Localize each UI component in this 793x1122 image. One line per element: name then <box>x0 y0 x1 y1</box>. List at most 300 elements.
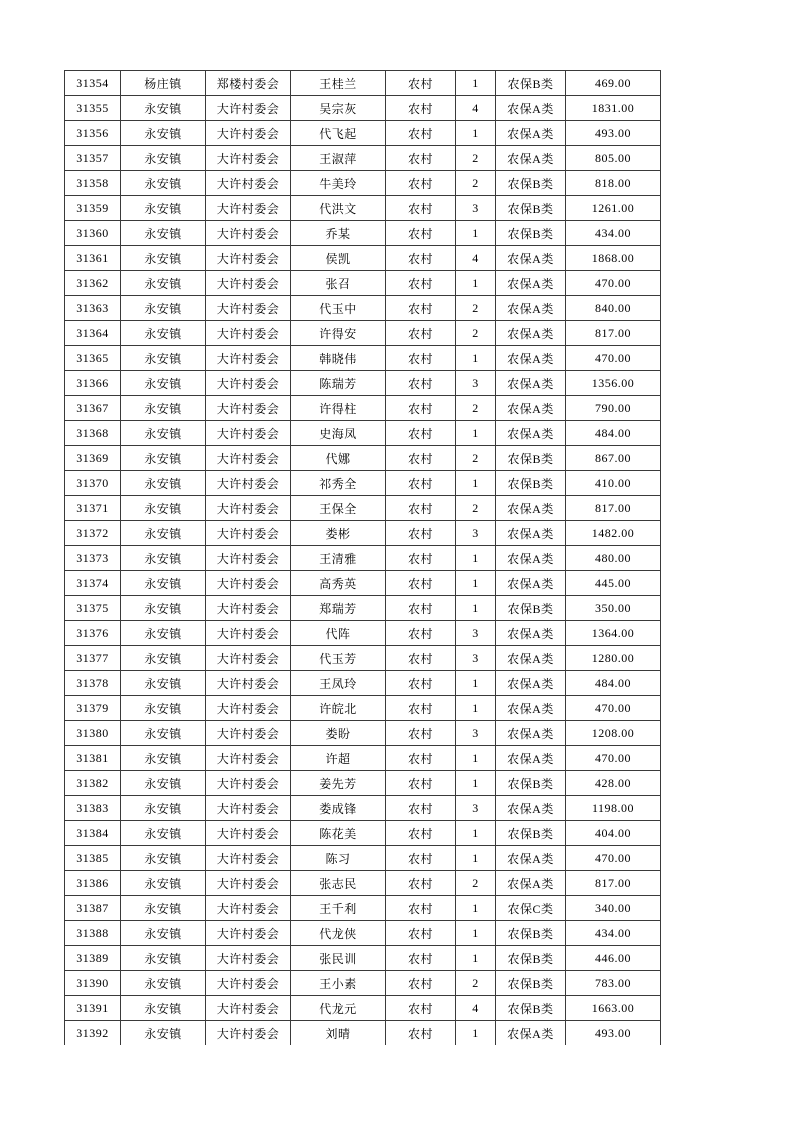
table-cell: 31382 <box>65 771 121 796</box>
table-cell: 大许村委会 <box>206 696 291 721</box>
table-cell: 农村 <box>386 996 456 1021</box>
table-cell: 农村 <box>386 196 456 221</box>
table-cell: 娄彬 <box>291 521 386 546</box>
table-cell: 王凤玲 <box>291 671 386 696</box>
table-cell: 永安镇 <box>121 371 206 396</box>
table-row <box>65 621 661 646</box>
table-cell: 农村 <box>386 546 456 571</box>
table-row <box>65 421 661 446</box>
table-cell: 农村 <box>386 921 456 946</box>
table-cell: 农村 <box>386 946 456 971</box>
table-cell: 农村 <box>386 171 456 196</box>
table-cell: 农村 <box>386 71 456 96</box>
table-cell: 农村 <box>386 521 456 546</box>
table-cell: 农村 <box>386 421 456 446</box>
table-cell: 大许村委会 <box>206 421 291 446</box>
table-cell: 许皖北 <box>291 696 386 721</box>
table-cell: 大许村委会 <box>206 296 291 321</box>
table-cell: 480.00 <box>566 546 661 571</box>
table-cell: 大许村委会 <box>206 396 291 421</box>
table-cell: 817.00 <box>566 871 661 896</box>
table-row <box>65 721 661 746</box>
table-cell: 农保A类 <box>496 546 566 571</box>
benefit-roster-table <box>64 70 661 1045</box>
table-cell: 1 <box>456 671 496 696</box>
table-cell: 1 <box>456 746 496 771</box>
table-cell: 姜先芳 <box>291 771 386 796</box>
table-row <box>65 171 661 196</box>
table-cell: 31391 <box>65 996 121 1021</box>
table-cell: 大许村委会 <box>206 621 291 646</box>
table-cell: 493.00 <box>566 121 661 146</box>
table-cell: 1663.00 <box>566 996 661 1021</box>
table-cell: 农保C类 <box>496 896 566 921</box>
table-cell: 31358 <box>65 171 121 196</box>
table-cell: 2 <box>456 171 496 196</box>
table-cell: 永安镇 <box>121 196 206 221</box>
table-cell: 郑瑞芳 <box>291 596 386 621</box>
table-cell: 31387 <box>65 896 121 921</box>
table-cell: 4 <box>456 996 496 1021</box>
table-row <box>65 221 661 246</box>
table-cell: 31354 <box>65 71 121 96</box>
table-cell: 代龙侠 <box>291 921 386 946</box>
table-cell: 韩晓伟 <box>291 346 386 371</box>
table-cell: 农村 <box>386 596 456 621</box>
table-cell: 31377 <box>65 646 121 671</box>
table-cell: 大许村委会 <box>206 171 291 196</box>
table-cell: 1 <box>456 771 496 796</box>
table-row <box>65 546 661 571</box>
table-cell: 大许村委会 <box>206 821 291 846</box>
table-cell: 31357 <box>65 146 121 171</box>
table-cell: 2 <box>456 496 496 521</box>
table-cell: 31365 <box>65 346 121 371</box>
table-cell: 农保A类 <box>496 246 566 271</box>
table-cell: 493.00 <box>566 1021 661 1046</box>
table-cell: 4 <box>456 246 496 271</box>
table-row <box>65 446 661 471</box>
table-cell: 王小素 <box>291 971 386 996</box>
table-cell: 陈习 <box>291 846 386 871</box>
table-cell: 代龙元 <box>291 996 386 1021</box>
table-body <box>65 71 661 1046</box>
table-cell: 大许村委会 <box>206 246 291 271</box>
table-cell: 农保B类 <box>496 446 566 471</box>
table-cell: 31370 <box>65 471 121 496</box>
table-cell: 大许村委会 <box>206 971 291 996</box>
table-row <box>65 1021 661 1046</box>
table-cell: 1198.00 <box>566 796 661 821</box>
table-cell: 2 <box>456 146 496 171</box>
table-cell: 1364.00 <box>566 621 661 646</box>
table-cell: 410.00 <box>566 471 661 496</box>
table-cell: 农村 <box>386 396 456 421</box>
table-cell: 大许村委会 <box>206 221 291 246</box>
table-cell: 大许村委会 <box>206 746 291 771</box>
table-cell: 永安镇 <box>121 396 206 421</box>
table-cell: 1 <box>456 546 496 571</box>
table-row <box>65 946 661 971</box>
table-cell: 1 <box>456 346 496 371</box>
table-cell: 农保A类 <box>496 296 566 321</box>
table-row <box>65 146 661 171</box>
table-cell: 农村 <box>386 496 456 521</box>
table-cell: 代阵 <box>291 621 386 646</box>
table-cell: 永安镇 <box>121 246 206 271</box>
table-cell: 农保A类 <box>496 421 566 446</box>
table-row <box>65 196 661 221</box>
table-cell: 1356.00 <box>566 371 661 396</box>
table-cell: 2 <box>456 296 496 321</box>
table-cell: 永安镇 <box>121 521 206 546</box>
table-cell: 农保B类 <box>496 196 566 221</box>
table-cell: 农村 <box>386 346 456 371</box>
table-cell: 农保A类 <box>496 321 566 346</box>
table-cell: 王淑萍 <box>291 146 386 171</box>
table-cell: 农村 <box>386 696 456 721</box>
table-row <box>65 771 661 796</box>
table-cell: 3 <box>456 646 496 671</box>
table-cell: 农村 <box>386 146 456 171</box>
table-cell: 1 <box>456 1021 496 1046</box>
table-cell: 783.00 <box>566 971 661 996</box>
table-cell: 农保A类 <box>496 696 566 721</box>
table-cell: 1 <box>456 421 496 446</box>
table-cell: 农保B类 <box>496 971 566 996</box>
table-row <box>65 921 661 946</box>
table-cell: 31372 <box>65 521 121 546</box>
table-cell: 840.00 <box>566 296 661 321</box>
table-cell: 陈瑞芳 <box>291 371 386 396</box>
table-cell: 农村 <box>386 771 456 796</box>
table-row <box>65 796 661 821</box>
table-row <box>65 746 661 771</box>
table-cell: 永安镇 <box>121 946 206 971</box>
table-cell: 大许村委会 <box>206 571 291 596</box>
table-cell: 350.00 <box>566 596 661 621</box>
table-cell: 永安镇 <box>121 321 206 346</box>
table-cell: 永安镇 <box>121 671 206 696</box>
table-cell: 许得柱 <box>291 396 386 421</box>
table-cell: 31388 <box>65 921 121 946</box>
table-cell: 31378 <box>65 671 121 696</box>
table-cell: 大许村委会 <box>206 346 291 371</box>
table-cell: 农保B类 <box>496 921 566 946</box>
table-cell: 永安镇 <box>121 446 206 471</box>
table-cell: 农村 <box>386 671 456 696</box>
table-cell: 3 <box>456 721 496 746</box>
table-row <box>65 346 661 371</box>
table-cell: 大许村委会 <box>206 471 291 496</box>
table-cell: 817.00 <box>566 496 661 521</box>
table-cell: 31360 <box>65 221 121 246</box>
table-cell: 1 <box>456 271 496 296</box>
table-row <box>65 571 661 596</box>
table-cell: 农保A类 <box>496 796 566 821</box>
table-cell: 农保B类 <box>496 71 566 96</box>
table-cell: 445.00 <box>566 571 661 596</box>
table-cell: 大许村委会 <box>206 496 291 521</box>
table-cell: 1 <box>456 221 496 246</box>
table-cell: 永安镇 <box>121 346 206 371</box>
table-row <box>65 596 661 621</box>
table-cell: 史海凤 <box>291 421 386 446</box>
table-cell: 乔某 <box>291 221 386 246</box>
table-cell: 484.00 <box>566 671 661 696</box>
table-cell: 永安镇 <box>121 146 206 171</box>
table-cell: 2 <box>456 971 496 996</box>
table-cell: 农村 <box>386 446 456 471</box>
table-row <box>65 671 661 696</box>
table-cell: 张民训 <box>291 946 386 971</box>
table-cell: 805.00 <box>566 146 661 171</box>
table-row <box>65 846 661 871</box>
table-cell: 31356 <box>65 121 121 146</box>
table-cell: 大许村委会 <box>206 121 291 146</box>
table-cell: 大许村委会 <box>206 196 291 221</box>
table-cell: 1 <box>456 121 496 146</box>
table-cell: 农保A类 <box>496 846 566 871</box>
table-cell: 31369 <box>65 446 121 471</box>
table-cell: 31361 <box>65 246 121 271</box>
table-cell: 1 <box>456 946 496 971</box>
table-cell: 永安镇 <box>121 921 206 946</box>
table-cell: 农保A类 <box>496 871 566 896</box>
table-cell: 农村 <box>386 246 456 271</box>
table-cell: 代洪文 <box>291 196 386 221</box>
table-cell: 428.00 <box>566 771 661 796</box>
table-cell: 农保A类 <box>496 346 566 371</box>
table-cell: 1208.00 <box>566 721 661 746</box>
table-cell: 农村 <box>386 321 456 346</box>
table-cell: 永安镇 <box>121 696 206 721</box>
table-cell: 大许村委会 <box>206 946 291 971</box>
table-row <box>65 646 661 671</box>
table-cell: 470.00 <box>566 271 661 296</box>
table-cell: 农村 <box>386 221 456 246</box>
table-cell: 农村 <box>386 621 456 646</box>
table-cell: 434.00 <box>566 221 661 246</box>
table-cell: 张召 <box>291 271 386 296</box>
table-cell: 农保A类 <box>496 121 566 146</box>
table-cell: 农保B类 <box>496 171 566 196</box>
table-cell: 31376 <box>65 621 121 646</box>
table-cell: 永安镇 <box>121 771 206 796</box>
table-cell: 农保A类 <box>496 371 566 396</box>
table-cell: 1 <box>456 471 496 496</box>
table-row <box>65 246 661 271</box>
table-cell: 永安镇 <box>121 896 206 921</box>
table-cell: 农村 <box>386 296 456 321</box>
table-cell: 张志民 <box>291 871 386 896</box>
table-cell: 农村 <box>386 471 456 496</box>
table-cell: 永安镇 <box>121 996 206 1021</box>
table-cell: 大许村委会 <box>206 721 291 746</box>
table-cell: 农保A类 <box>496 521 566 546</box>
table-cell: 31379 <box>65 696 121 721</box>
table-cell: 大许村委会 <box>206 996 291 1021</box>
table-cell: 农保A类 <box>496 646 566 671</box>
table-cell: 农村 <box>386 1021 456 1046</box>
table-row <box>65 321 661 346</box>
table-cell: 永安镇 <box>121 871 206 896</box>
table-cell: 大许村委会 <box>206 871 291 896</box>
table-cell: 农保B类 <box>496 596 566 621</box>
table-cell: 大许村委会 <box>206 921 291 946</box>
table-cell: 3 <box>456 196 496 221</box>
table-cell: 永安镇 <box>121 271 206 296</box>
table-cell: 农保A类 <box>496 621 566 646</box>
table-cell: 永安镇 <box>121 496 206 521</box>
table-cell: 娄成锋 <box>291 796 386 821</box>
table-cell: 杨庄镇 <box>121 71 206 96</box>
table-cell: 大许村委会 <box>206 1021 291 1046</box>
table-cell: 1 <box>456 896 496 921</box>
table-cell: 31389 <box>65 946 121 971</box>
table-cell: 484.00 <box>566 421 661 446</box>
table-cell: 农保A类 <box>496 396 566 421</box>
table-cell: 农村 <box>386 821 456 846</box>
table-cell: 高秀英 <box>291 571 386 596</box>
table-cell: 农保A类 <box>496 746 566 771</box>
table-cell: 大许村委会 <box>206 771 291 796</box>
table-cell: 农村 <box>386 971 456 996</box>
table-cell: 31392 <box>65 1021 121 1046</box>
table-cell: 818.00 <box>566 171 661 196</box>
table-cell: 永安镇 <box>121 421 206 446</box>
table-cell: 农保B类 <box>496 996 566 1021</box>
table-cell: 农保B类 <box>496 471 566 496</box>
table-cell: 大许村委会 <box>206 671 291 696</box>
table-cell: 王清雅 <box>291 546 386 571</box>
table-cell: 434.00 <box>566 921 661 946</box>
table-cell: 大许村委会 <box>206 96 291 121</box>
table-cell: 1 <box>456 71 496 96</box>
table-cell: 农村 <box>386 646 456 671</box>
table-cell: 大许村委会 <box>206 596 291 621</box>
table-cell: 代玉中 <box>291 296 386 321</box>
table-cell: 农村 <box>386 896 456 921</box>
table-cell: 永安镇 <box>121 571 206 596</box>
table-cell: 大许村委会 <box>206 646 291 671</box>
table-cell: 31381 <box>65 746 121 771</box>
table-cell: 404.00 <box>566 821 661 846</box>
table-cell: 侯凯 <box>291 246 386 271</box>
table-cell: 农村 <box>386 271 456 296</box>
table-cell: 31368 <box>65 421 121 446</box>
table-cell: 31367 <box>65 396 121 421</box>
table-cell: 1280.00 <box>566 646 661 671</box>
table-cell: 许得安 <box>291 321 386 346</box>
table-cell: 790.00 <box>566 396 661 421</box>
table-cell: 大许村委会 <box>206 371 291 396</box>
table-cell: 农保A类 <box>496 671 566 696</box>
table-cell: 王桂兰 <box>291 71 386 96</box>
table-cell: 王千利 <box>291 896 386 921</box>
table-cell: 大许村委会 <box>206 846 291 871</box>
table-cell: 农保A类 <box>496 496 566 521</box>
table-cell: 永安镇 <box>121 471 206 496</box>
table-cell: 大许村委会 <box>206 321 291 346</box>
table-cell: 农村 <box>386 796 456 821</box>
table-cell: 469.00 <box>566 71 661 96</box>
table-row <box>65 121 661 146</box>
table-cell: 永安镇 <box>121 221 206 246</box>
table-cell: 农保A类 <box>496 271 566 296</box>
table-cell: 867.00 <box>566 446 661 471</box>
table-cell: 2 <box>456 396 496 421</box>
table-cell: 31384 <box>65 821 121 846</box>
table-cell: 1 <box>456 921 496 946</box>
table-cell: 永安镇 <box>121 171 206 196</box>
table-cell: 31390 <box>65 971 121 996</box>
table-cell: 永安镇 <box>121 646 206 671</box>
table-cell: 农保B类 <box>496 771 566 796</box>
table-cell: 1868.00 <box>566 246 661 271</box>
table-cell: 牛美玲 <box>291 171 386 196</box>
table-cell: 340.00 <box>566 896 661 921</box>
table-cell: 31383 <box>65 796 121 821</box>
table-cell: 31371 <box>65 496 121 521</box>
table-row <box>65 396 661 421</box>
table-cell: 代玉芳 <box>291 646 386 671</box>
table-cell: 31363 <box>65 296 121 321</box>
table-row <box>65 871 661 896</box>
table-cell: 31359 <box>65 196 121 221</box>
table-cell: 31385 <box>65 846 121 871</box>
table-cell: 1482.00 <box>566 521 661 546</box>
table-cell: 31362 <box>65 271 121 296</box>
table-cell: 470.00 <box>566 346 661 371</box>
table-cell: 许超 <box>291 746 386 771</box>
table-cell: 农保A类 <box>496 721 566 746</box>
table-cell: 娄盼 <box>291 721 386 746</box>
table-row <box>65 296 661 321</box>
table-cell: 31366 <box>65 371 121 396</box>
table-cell: 王保全 <box>291 496 386 521</box>
table-cell: 大许村委会 <box>206 521 291 546</box>
table-cell: 31380 <box>65 721 121 746</box>
table-cell: 永安镇 <box>121 796 206 821</box>
table-cell: 4 <box>456 96 496 121</box>
table-cell: 31355 <box>65 96 121 121</box>
table-cell: 永安镇 <box>121 746 206 771</box>
table-row <box>65 521 661 546</box>
table-cell: 永安镇 <box>121 846 206 871</box>
table-row <box>65 271 661 296</box>
table-cell: 永安镇 <box>121 596 206 621</box>
table-cell: 永安镇 <box>121 96 206 121</box>
table-cell: 3 <box>456 521 496 546</box>
table-cell: 1831.00 <box>566 96 661 121</box>
table-cell: 446.00 <box>566 946 661 971</box>
table-cell: 3 <box>456 371 496 396</box>
table-cell: 农村 <box>386 371 456 396</box>
table-cell: 永安镇 <box>121 546 206 571</box>
table-cell: 农保A类 <box>496 146 566 171</box>
table-cell: 1 <box>456 696 496 721</box>
table-cell: 3 <box>456 796 496 821</box>
table-row <box>65 996 661 1021</box>
table-cell: 470.00 <box>566 696 661 721</box>
table-cell: 吴宗灰 <box>291 96 386 121</box>
table-cell: 农保B类 <box>496 946 566 971</box>
table-cell: 农村 <box>386 96 456 121</box>
table-row <box>65 971 661 996</box>
table-cell: 永安镇 <box>121 821 206 846</box>
table-cell: 农村 <box>386 121 456 146</box>
